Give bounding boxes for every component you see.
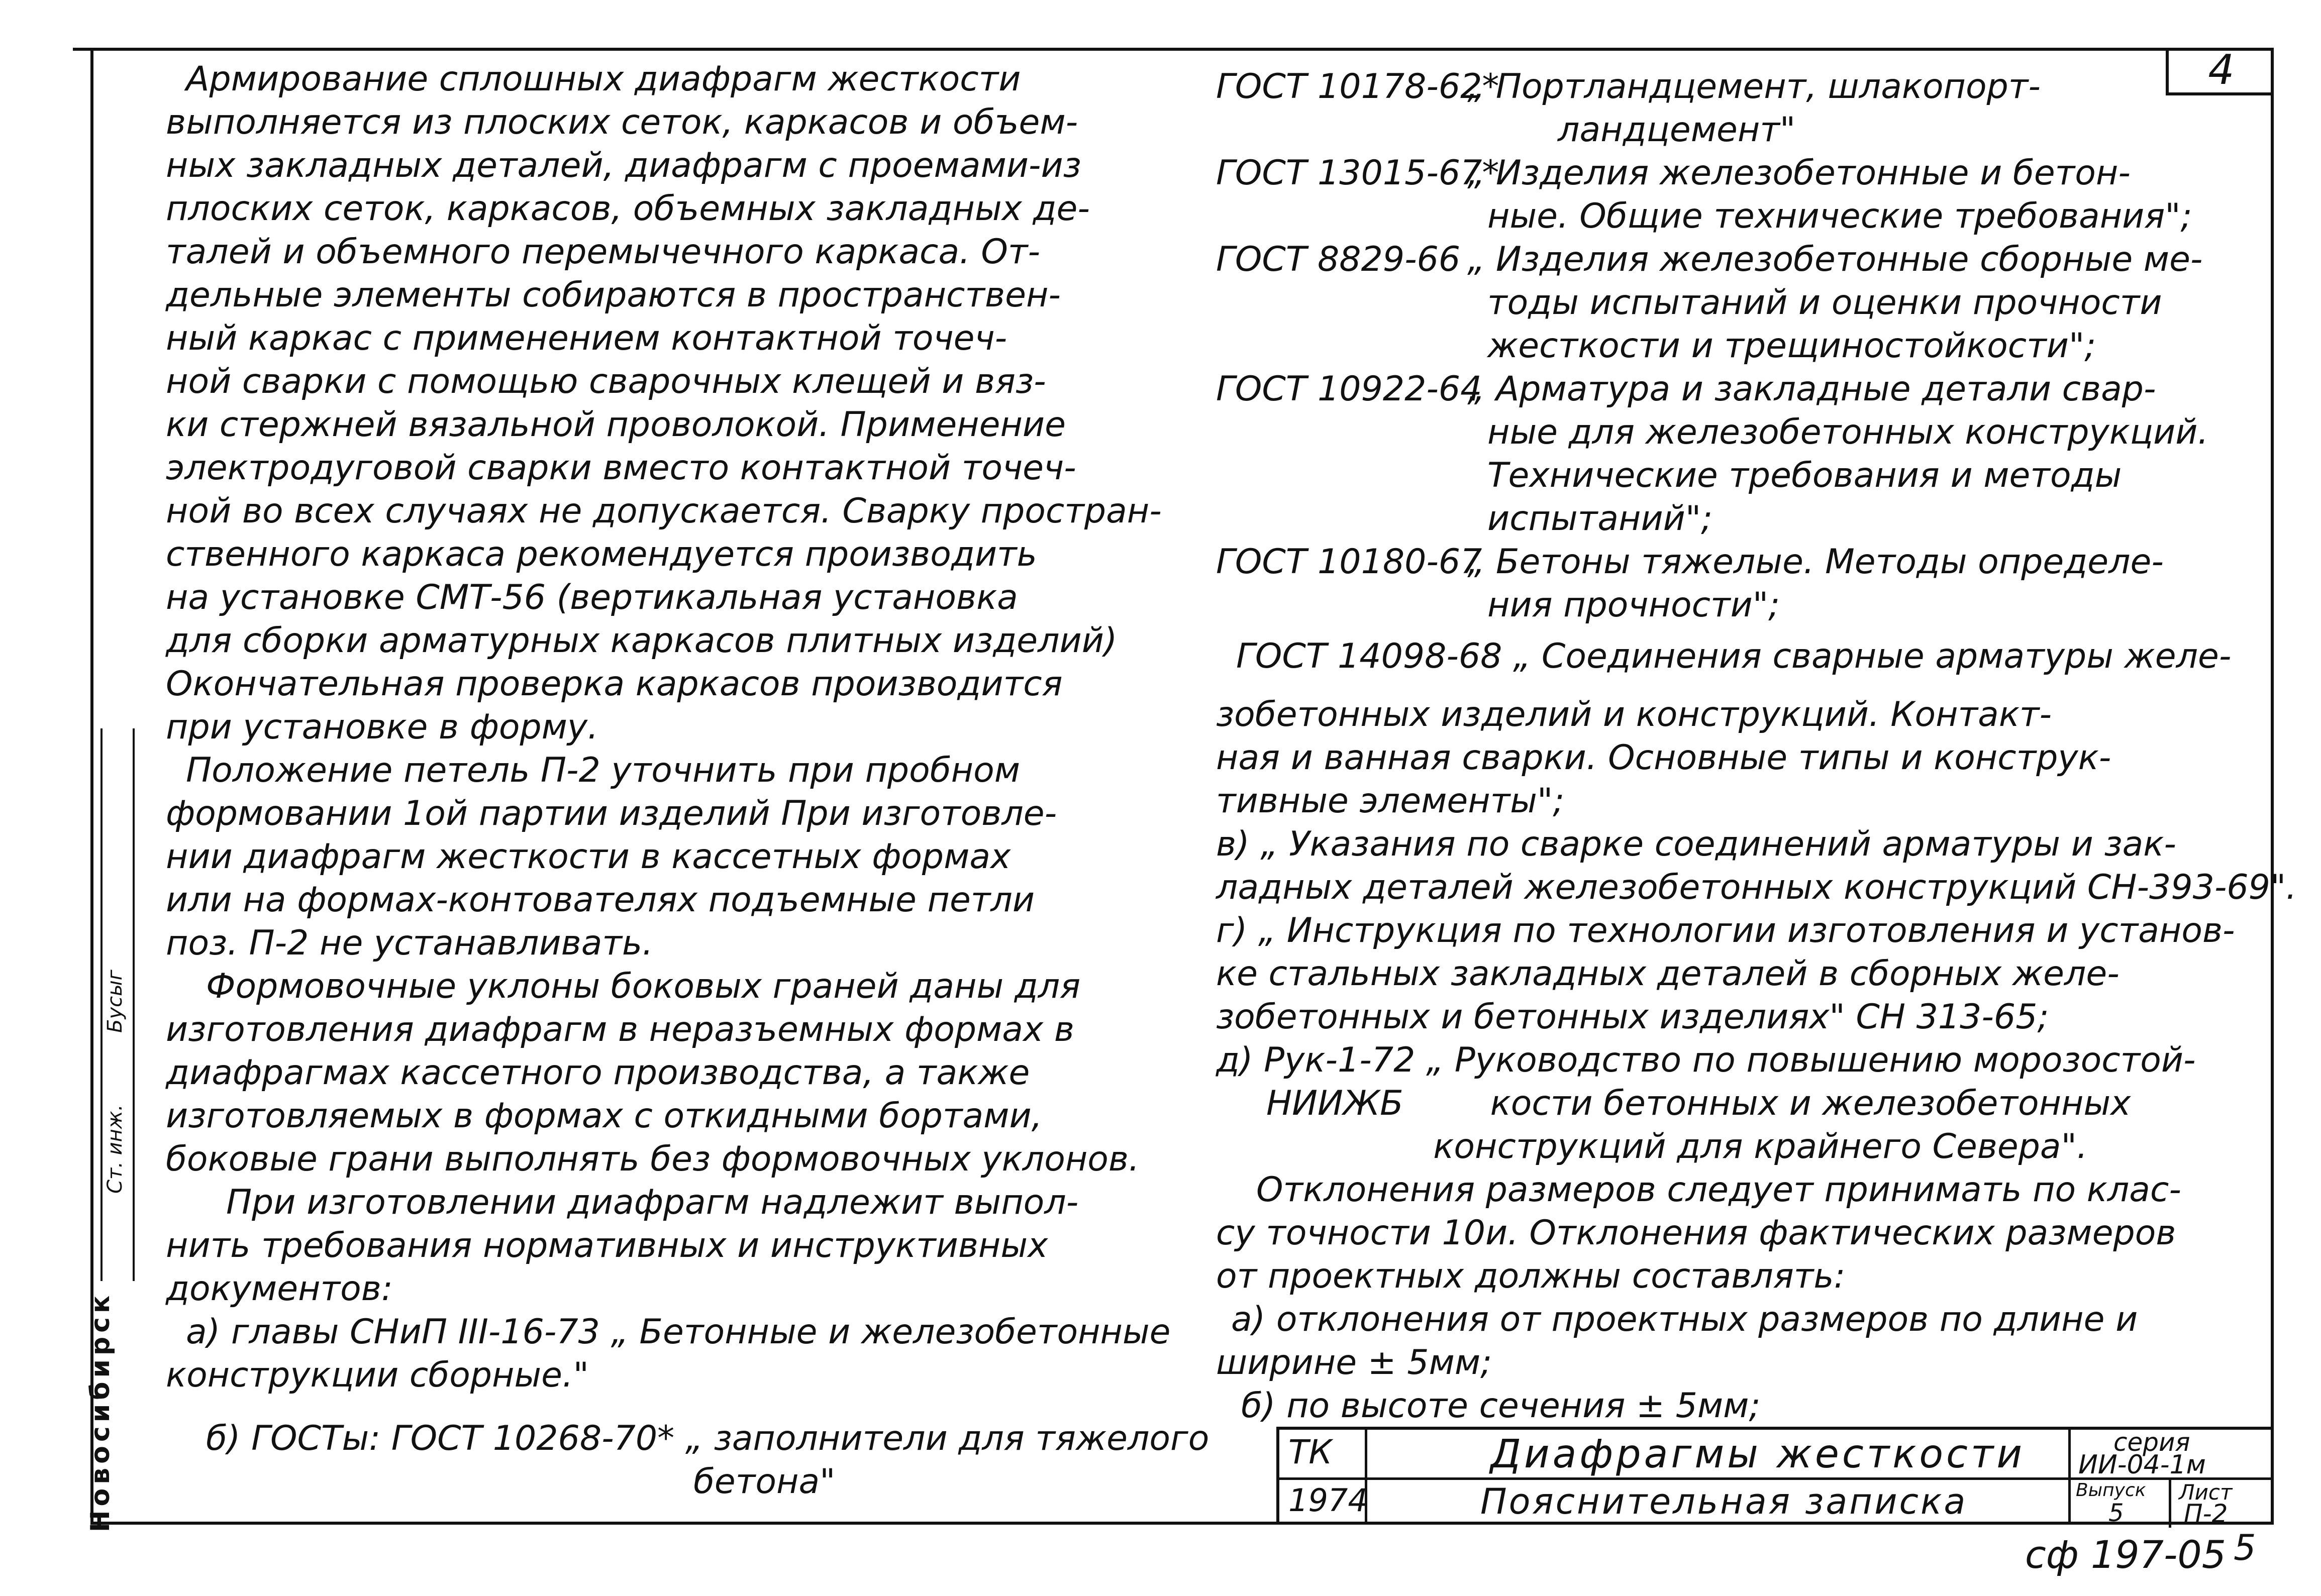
title-block-divider	[2169, 1477, 2171, 1528]
text-line: ке стальных закладных деталей в сборных желе-	[1216, 954, 2120, 994]
gost-desc-cont: ландцемент"	[1558, 110, 1796, 150]
text-line: а) главы СНиП III-16-73 „ Бетонные и железобетонные	[186, 1312, 1171, 1352]
text-line: талей и объемного перемычечного каркаса. От-	[166, 232, 1041, 272]
margin-stamp-text: Новосибирск	[85, 1291, 116, 1532]
gost-code: ГОСТ 8829-66	[1216, 240, 1461, 279]
text-line: поз. П-2 не устанавливать.	[166, 923, 653, 963]
text-line: конструкции сборные."	[166, 1355, 589, 1395]
gost-code: ГОСТ 10178-62*	[1216, 67, 1499, 107]
gost-entry	[1216, 238, 2297, 368]
gost-desc-cont: жесткости и трещиностойкости";	[1487, 326, 2096, 366]
gost-desc-cont: ные. Общие технические требования";	[1487, 196, 2192, 236]
gost-desc-cont: испытаний";	[1487, 499, 1713, 539]
text-line: бетона"	[693, 1462, 836, 1502]
text-line: б) по высоте сечения ± 5мм;	[1241, 1386, 1761, 1426]
title-block	[1276, 1427, 2274, 1528]
title-block-title: Диафрагмы жесткости	[1490, 1432, 2026, 1477]
text-line: плоских сеток, каркасов, объемных закладных де-	[166, 189, 1090, 229]
gost-list	[1216, 65, 2297, 627]
gost-entry	[1216, 368, 2297, 541]
text-line: для сборки арматурных каркасов плитных изделий)	[166, 621, 1118, 661]
gost-desc-cont: тоды испытаний и оценки прочности	[1487, 283, 2162, 323]
text-line: выполняется из плоских сеток, каркасов и объем-	[166, 102, 1078, 142]
issue-value: 5	[2108, 1499, 2124, 1527]
text-line: или на формах-контователях подъемные петли	[166, 880, 1035, 920]
text-line: су точности 10и. Отклонения фактических размеров	[1216, 1213, 2176, 1253]
page-number: 5	[2234, 1527, 2256, 1568]
text-line: документов:	[166, 1269, 393, 1309]
text-line: от проектных должны составлять:	[1216, 1256, 1846, 1296]
text-line: б) ГОСТы: ГОСТ 10268-70* „ заполнители для тяжелого	[206, 1419, 1209, 1458]
right-text-column	[1216, 65, 2297, 1428]
text-line: ладных деталей железобетонных конструкций СН-393-69".	[1216, 868, 2297, 907]
text-line: зобетонных изделий и конструкций. Контакт-	[1216, 695, 2052, 734]
text-line: дельные элементы собираются в пространствен-	[166, 275, 1061, 315]
text-line: изготовления диафрагм в неразъемных формах в	[166, 1010, 1074, 1049]
sheet-label: Лист	[2179, 1480, 2233, 1505]
text-line: Окончательная проверка каркасов производится	[166, 664, 1063, 704]
text-line: ки стержней вязальной проволокой. Применение	[166, 405, 1066, 445]
text-line: а) отклонения от проектных размеров по длине и	[1231, 1300, 2138, 1339]
text-line: электродуговой сварки вместо контактной точеч-	[166, 448, 1076, 488]
issue-label: Выпуск	[2076, 1480, 2146, 1501]
gost-desc-cont: Технические требования и методы	[1487, 456, 2122, 495]
margin-cell-position: Ст. инж.	[104, 1104, 127, 1194]
text-line: при установке в форму.	[166, 707, 598, 747]
text-line: При изготовлении диафрагм надлежит выпол-	[226, 1183, 1079, 1222]
text-line: боковые грани выполнять без формовочных уклонов.	[166, 1139, 1140, 1179]
text-line: изготовляемых в формах с откидными бортами,	[166, 1096, 1043, 1136]
gost-code: ГОСТ 10922-64	[1216, 369, 1482, 409]
gost-desc: „ Бетоны тяжелые. Методы определе-	[1467, 542, 2164, 582]
text-line: ственного каркаса рекомендуется производить	[166, 535, 1037, 574]
gost-desc-cont: ния прочности";	[1487, 585, 1780, 625]
title-block-divider	[2068, 1430, 2071, 1525]
text-line: в) „ Указания по сварке соединений арматуры и зак-	[1216, 824, 2176, 864]
gost-entry	[1216, 541, 2297, 627]
title-block-subtitle: Пояснительная записка	[1480, 1481, 1968, 1522]
margin-signature-cells	[100, 728, 135, 1281]
text-line: нии диафрагм жесткости в кассетных формах	[166, 837, 1011, 877]
title-block-org: ТК	[1288, 1433, 1333, 1471]
text-line: конструкций для крайнего Севера".	[1216, 1127, 2088, 1166]
title-block-year: 1974	[1288, 1482, 1368, 1519]
gost-desc: „ Изделия железобетонные и бетон-	[1467, 153, 2131, 193]
sheet-value: П-2	[2184, 1499, 2228, 1528]
text-line: формовании 1ой партии изделий При изготовле-	[166, 794, 1057, 833]
text-line: диафрагмах кассетного производства, а также	[166, 1053, 1030, 1093]
text-line: ных закладных деталей, диафрагм с проемами-из	[166, 146, 1081, 185]
text-line: д) Рук-1-72 „ Руководство по повышению морозостой-	[1216, 1040, 2196, 1080]
text-line: ГОСТ 14098-68 „ Соединения сварные арматуры желе-	[1236, 636, 2232, 676]
text-line: ной сварки с помощью сварочных клещей и вяз-	[166, 362, 1046, 401]
series-label: серия	[2113, 1428, 2190, 1457]
text-line: г) „ Инструкция по технологии изготовления и установ-	[1216, 911, 2235, 950]
gost-entry	[1216, 65, 2297, 152]
archive-code: сф 197-05	[2025, 1532, 2227, 1577]
sheet-number: 4	[2166, 48, 2274, 95]
gost-desc: „ Изделия железобетонные сборные ме-	[1467, 240, 2203, 279]
text-line: нить требования нормативных и инструктивных	[166, 1226, 1048, 1265]
text-line: ширине ± 5мм;	[1216, 1343, 1492, 1382]
text-line: Армирование сплошных диафрагм жесткости	[186, 59, 1021, 99]
gost-entry	[1216, 152, 2297, 238]
gost-code: ГОСТ 13015-67*	[1216, 153, 1499, 193]
text-line: Отклонения размеров следует принимать по клас-	[1256, 1170, 2181, 1210]
gost-code: ГОСТ 10180-67	[1216, 542, 1482, 582]
text-line: зобетонных и бетонных изделиях" СН 313-65;	[1216, 997, 2049, 1037]
text-line: ная и ванная сварки. Основные типы и конструк-	[1216, 738, 2111, 778]
text-line: ный каркас с применением контактной точеч-	[166, 318, 1007, 358]
gost-desc: „ Арматура и закладные детали свар-	[1467, 369, 2156, 409]
text-line: Формовочные уклоны боковых граней даны для	[206, 967, 1081, 1006]
gost-desc: „ Портландцемент, шлакопорт-	[1467, 67, 2041, 107]
text-line: Положение петель П-2 уточнить при пробном	[186, 751, 1020, 790]
text-line: НИИЖБ кости бетонных и железобетонных	[1266, 1084, 2131, 1123]
text-line: на установке СМТ-56 (вертикальная установка	[166, 578, 1018, 617]
margin-cell-signature: Бусыг	[104, 970, 127, 1033]
text-line: тивные элементы";	[1216, 781, 1565, 821]
text-line: ной во всех случаях не допускается. Сварку простран-	[166, 491, 1162, 531]
series-value: ИИ-04-1м	[2078, 1450, 2206, 1480]
gost-desc-cont: ные для железобетонных конструкций.	[1487, 412, 2209, 452]
left-text-column	[166, 58, 1209, 1504]
